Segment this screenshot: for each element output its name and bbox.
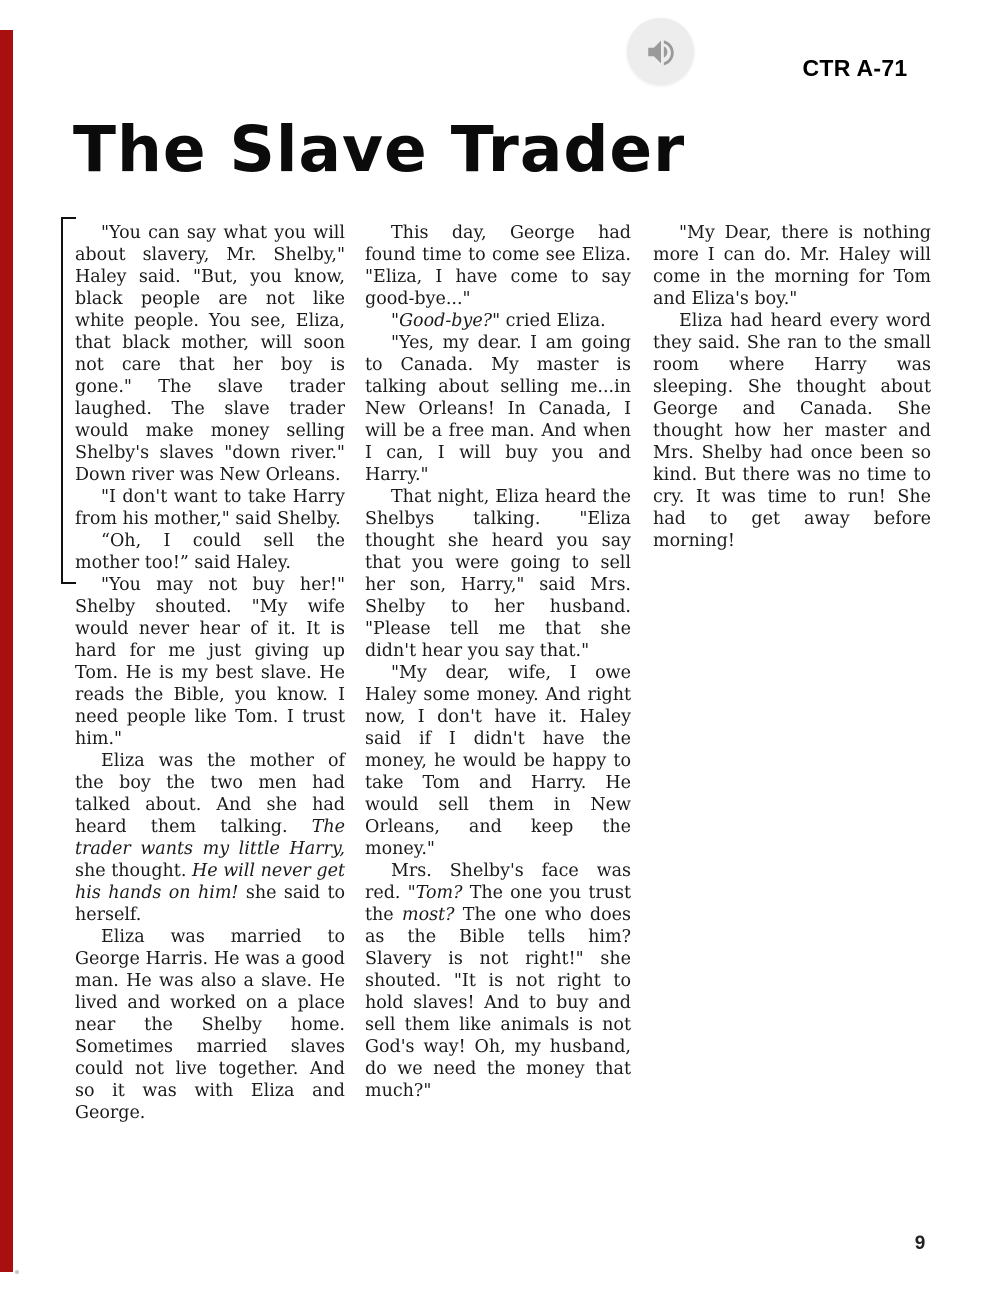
paragraph: Eliza had heard every word they said. She ran to the small room where Harry was sleeping. She thought about George and Canada. She thought how her master and Mrs. Shelby had once been so kind. But there was no time to cry. It was time to run! She had to get away before morning! [653, 311, 931, 551]
passage-bracket [61, 217, 76, 584]
paragraph: "Good-bye?" cried Eliza. [391, 311, 606, 331]
paragraph: "My Dear, there is nothing more I can do. Mr. Haley will come in the morning for Tom and Eliza's boy." [653, 223, 931, 309]
left-accent-bar [0, 30, 13, 1272]
text-column-2 [365, 222, 631, 1102]
paragraph: "My dear, wife, I owe Haley some money. And right now, I don't have it. Haley said if I didn't have the money, he would be happy to take Tom and Harry. He would sell them in New Orleans, and keep the money." [365, 663, 631, 859]
paragraph: Mrs. Shelby's face was red. "Tom? The one you trust the most? The one who does as the Bible tells him? Slavery is not right!" she shouted. "It is not right to hold slaves! And to buy and sell them like animals is not God's way! Oh, my husband, do we need the money that much?" [365, 861, 631, 1101]
paragraph: That night, Eliza heard the Shelbys talking. "Eliza thought she heard you say that you were going to sell her son, Harry," said Mrs. Shelby to her husband. "Please tell me that she didn't hear you say that." [365, 487, 631, 661]
paragraph: This day, George had found time to come see Eliza. "Eliza, I have come to say good-bye..." [365, 223, 631, 309]
text-column-3 [653, 222, 931, 552]
paragraph: “Oh, I could sell the mother too!” said Haley. [75, 531, 345, 573]
paragraph: "Yes, my dear. I am going to Canada. My master is talking about selling me...in New Orleans! In Canada, I will be a free man. And when I can, I will buy you and Harry." [365, 333, 631, 485]
paragraph: "I don't want to take Harry from his mother," said Shelby. [75, 487, 345, 529]
text-column-1 [75, 222, 345, 1124]
page-number: 9 [914, 1233, 926, 1254]
paragraph: "You may not buy her!" Shelby shouted. "My wife would never hear of it. It is hard for me just giving up Tom. He is my best slave. He reads the Bible, you know. I need people like Tom. I trust him." [75, 575, 345, 749]
paragraph: "You can say what you will about slavery, Mr. Shelby," Haley said. "But, you know, black people are not like white people. You see, Eliza, that black mother, will soon not care that her boy is gone." The slave trader laughed. The slave trader would make money selling Shelby's slaves "down river." Down river was New Orleans. [75, 223, 345, 485]
lesson-code: CTR A-71 [802, 55, 908, 81]
speaker-icon [644, 35, 678, 69]
paragraph: Eliza was the mother of the boy the two men had talked about. And she had heard them talking. The trader wants my little Harry, she thought. He will never get his hands on him! she said to herself. [75, 751, 346, 925]
paragraph: Eliza was married to George Harris. He was a good man. He was also a slave. He lived and worked on a place near the Shelby home. Sometimes married slaves could not live together. And so it was with Eliza and George. [75, 927, 345, 1123]
page-title: The Slave Trader [73, 113, 686, 186]
stray-print-mark [15, 1270, 19, 1274]
audio-play-button[interactable] [627, 18, 694, 85]
